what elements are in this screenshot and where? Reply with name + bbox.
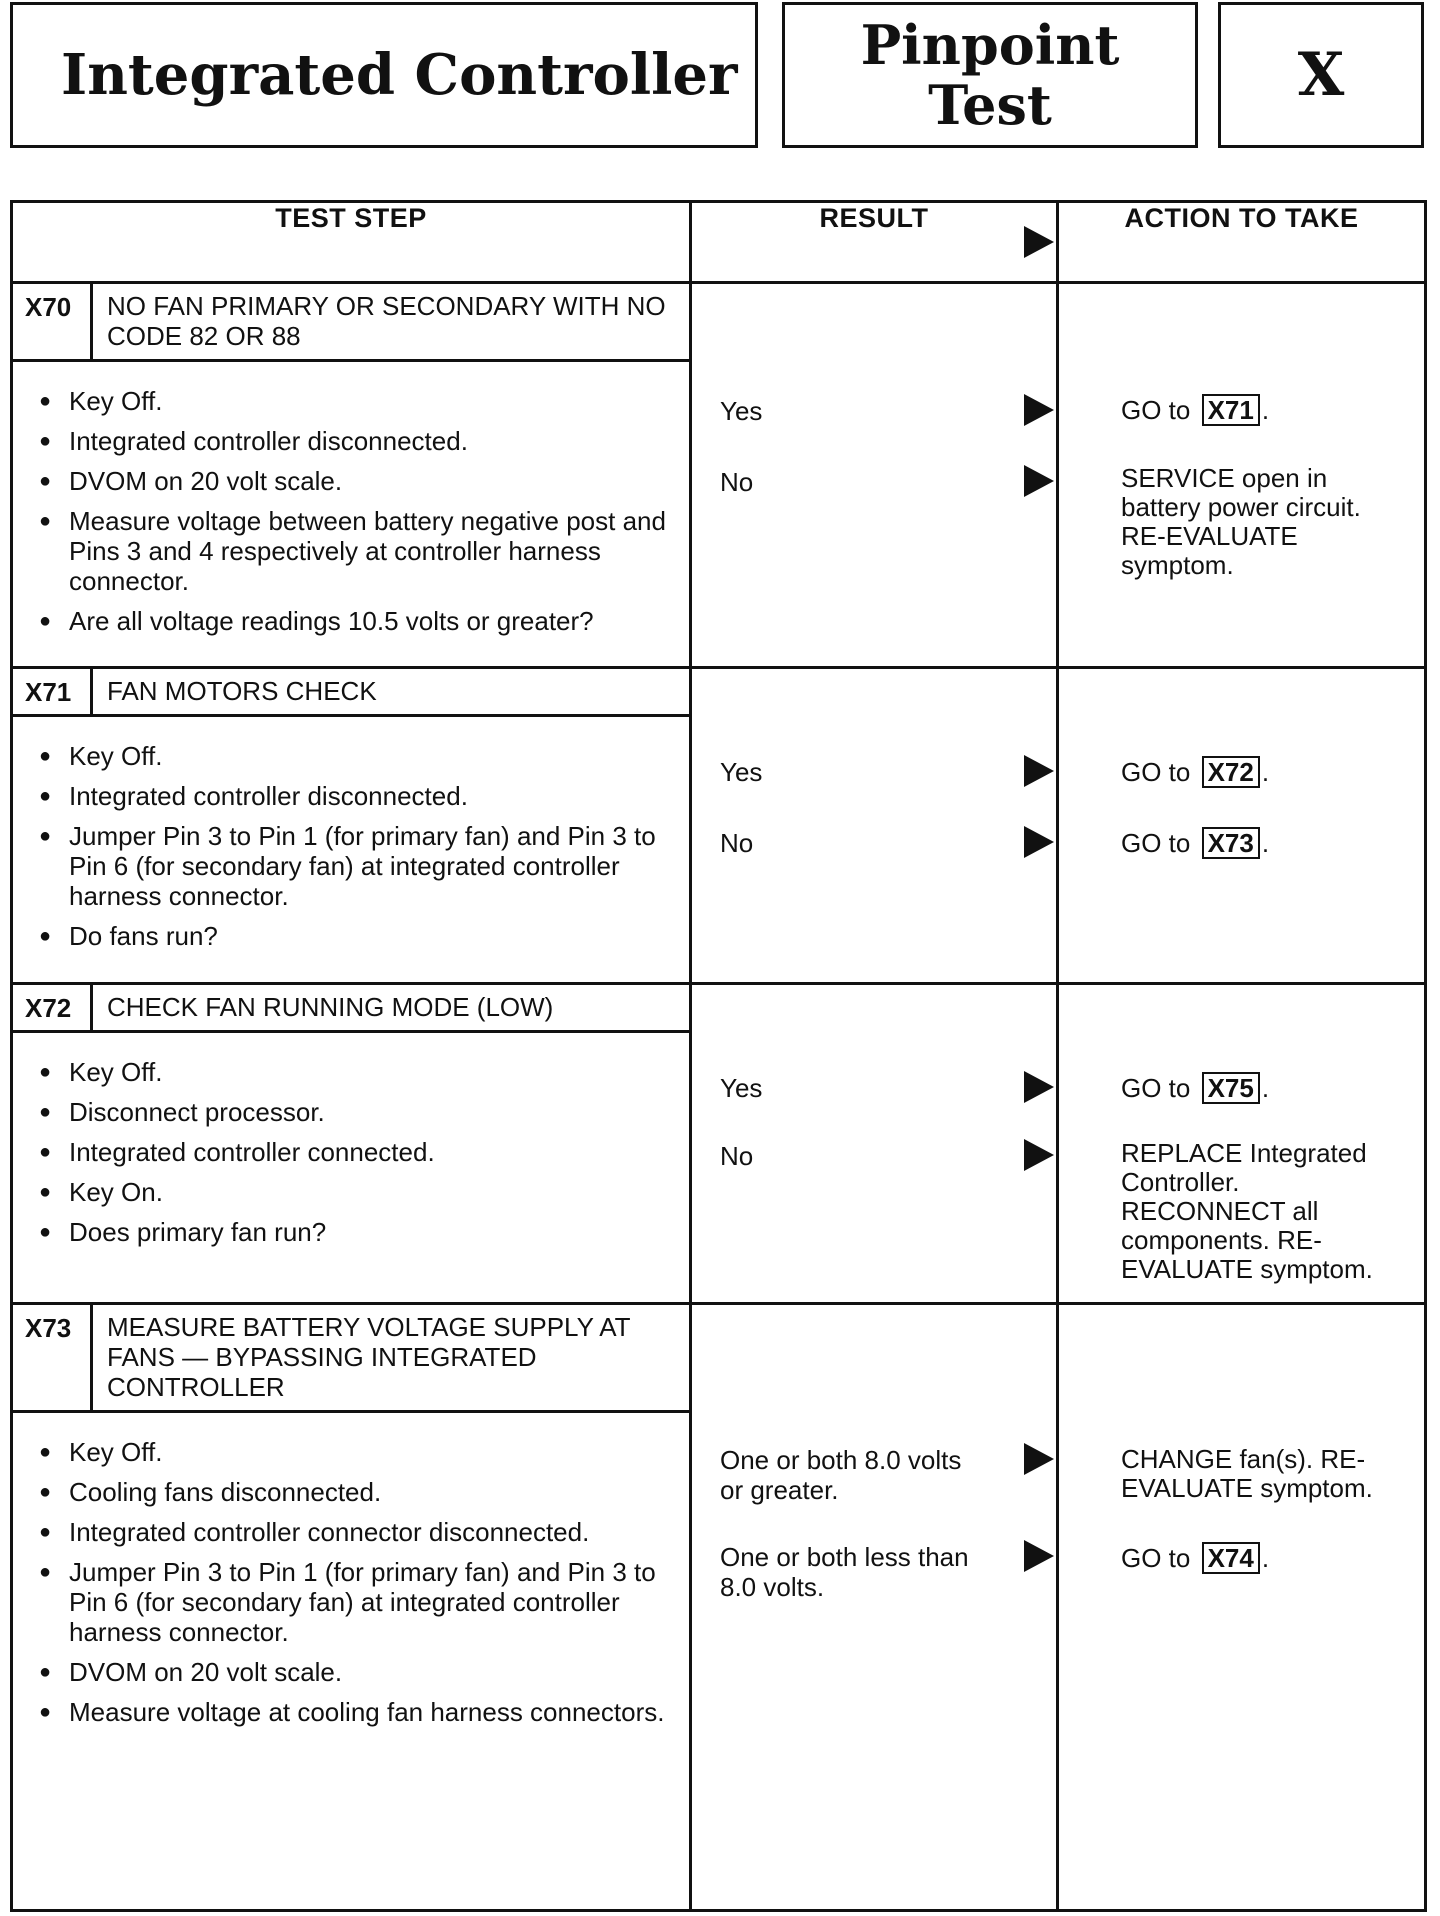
- action-item: [1121, 1072, 1410, 1104]
- action-text: SERVICE open in battery power circuit. RE-EVALUATE symptom.: [1121, 463, 1361, 580]
- step-bullet: ● Measure voltage at cooling fan harness connectors.: [39, 1697, 675, 1727]
- result-cell: [691, 283, 1058, 668]
- step-title-bar: [13, 1305, 689, 1413]
- result-text: One or both 8.0 volts or greater.: [720, 1445, 962, 1505]
- step-reference[interactable]: X73: [1202, 827, 1260, 859]
- result-item: [720, 1542, 1056, 1602]
- step-reference[interactable]: X72: [1202, 756, 1260, 788]
- test-step-row: [12, 283, 1426, 668]
- pinpoint-test-table: [10, 200, 1427, 1912]
- step-bullet: ● DVOM on 20 volt scale.: [39, 1657, 675, 1687]
- step-bullets: [13, 1413, 689, 1747]
- pinpoint-test-box: [782, 2, 1198, 148]
- step-bullet: ● Disconnect processor.: [39, 1097, 675, 1127]
- action-item: [1121, 1139, 1410, 1284]
- step-title: FAN MOTORS CHECK: [107, 676, 377, 706]
- arrow-right-icon: [1024, 465, 1054, 497]
- action-suffix: .: [1261, 828, 1270, 858]
- table-header-row: [12, 202, 1426, 283]
- action-suffix: .: [1261, 1543, 1270, 1573]
- action-suffix: .: [1261, 395, 1270, 425]
- result-item: [720, 828, 1056, 858]
- step-bullets: [13, 717, 689, 971]
- test-step-cell: [12, 668, 691, 984]
- action-item: [1121, 827, 1410, 859]
- result-item: [720, 1073, 1056, 1103]
- arrow-right-icon: [1024, 826, 1054, 858]
- step-bullet: ● Measure voltage between battery negative post and Pins 3 and 4 respectively at controller harness connector.: [39, 506, 675, 596]
- step-bullet: ● Jumper Pin 3 to Pin 1 (for primary fan) and Pin 3 to Pin 6 (for secondary fan) at integrated controller harness connector.: [39, 821, 675, 911]
- document-title-box: [10, 2, 758, 148]
- step-title-bar: [13, 284, 689, 362]
- step-bullet: ● Jumper Pin 3 to Pin 1 (for primary fan) and Pin 3 to Pin 6 (for secondary fan) at integrated controller harness connector.: [39, 1557, 675, 1647]
- action-suffix: .: [1261, 1073, 1270, 1103]
- step-bullet: ● Does primary fan run?: [39, 1217, 675, 1247]
- result-item: [720, 1445, 1056, 1505]
- action-cell: [1058, 283, 1426, 668]
- action-text: REPLACE Integrated Controller. RECONNECT all components. RE-EVALUATE symptom.: [1121, 1138, 1373, 1284]
- result-text: Yes: [720, 757, 763, 787]
- result-text: Yes: [720, 396, 763, 426]
- action-text: GO to: [1121, 395, 1191, 425]
- step-reference[interactable]: X74: [1202, 1542, 1260, 1574]
- step-bullet: ● Do fans run?: [39, 921, 675, 951]
- test-label: Test: [928, 73, 1052, 137]
- action-item: [1121, 394, 1410, 426]
- result-header-label: RESULT: [819, 203, 929, 233]
- test-step-row: [12, 984, 1426, 1304]
- action-suffix: .: [1261, 757, 1270, 787]
- test-letter: X: [1297, 40, 1345, 110]
- arrow-right-icon: [1024, 1540, 1054, 1572]
- step-bullet: ● Integrated controller connector disconnected.: [39, 1517, 675, 1547]
- step-bullets: [13, 1033, 689, 1267]
- result-cell: [691, 668, 1058, 984]
- arrow-right-icon: [1024, 394, 1054, 426]
- result-item: [720, 757, 1056, 787]
- result-text: One or both less than 8.0 volts.: [720, 1542, 969, 1602]
- step-bullet: ● Key Off.: [39, 1437, 675, 1467]
- arrow-right-icon: [1024, 1139, 1054, 1171]
- test-step-cell: [12, 283, 691, 668]
- step-id: X70: [13, 284, 93, 359]
- step-id: X71: [13, 669, 93, 714]
- test-letter-box: [1218, 2, 1424, 148]
- step-bullet: ● Integrated controller disconnected.: [39, 781, 675, 811]
- test-step-row: [12, 668, 1426, 984]
- action-text: GO to: [1121, 757, 1191, 787]
- step-title: CHECK FAN RUNNING MODE (LOW): [107, 992, 554, 1022]
- action-cell: [1058, 1304, 1426, 1911]
- result-item: [720, 1141, 1056, 1171]
- step-reference[interactable]: X75: [1202, 1072, 1260, 1104]
- arrow-right-icon: [1024, 1443, 1054, 1475]
- step-bullet: ● Are all voltage readings 10.5 volts or greater?: [39, 606, 675, 636]
- arrow-right-icon: [1024, 1071, 1054, 1103]
- step-bullet: ● Key Off.: [39, 386, 675, 416]
- action-item: [1121, 1445, 1410, 1503]
- pinpoint-label: Pinpoint: [860, 13, 1120, 77]
- result-cell: [691, 984, 1058, 1304]
- step-id: X73: [13, 1305, 93, 1410]
- step-title: MEASURE BATTERY VOLTAGE SUPPLY AT FANS — BYPASSING INTEGRATED CONTROLLER: [107, 1312, 631, 1402]
- step-reference[interactable]: X71: [1202, 394, 1260, 426]
- result-text: Yes: [720, 1073, 763, 1103]
- step-bullet: ● Key Off.: [39, 741, 675, 771]
- result-text: No: [720, 467, 754, 497]
- action-text: GO to: [1121, 828, 1191, 858]
- result-item: [720, 467, 1056, 497]
- arrow-right-icon: [1024, 226, 1054, 258]
- test-step-row: [12, 1304, 1426, 1911]
- step-bullets: [13, 362, 689, 656]
- result-text: No: [720, 828, 754, 858]
- step-title: NO FAN PRIMARY OR SECONDARY WITH NO CODE 82 OR 88: [107, 291, 666, 351]
- result-cell: [691, 1304, 1058, 1911]
- document-title: Integrated Controller: [61, 42, 738, 108]
- step-bullet: ● Key Off.: [39, 1057, 675, 1087]
- action-item: [1121, 1542, 1410, 1574]
- action-text: CHANGE fan(s). RE-EVALUATE symptom.: [1121, 1444, 1373, 1503]
- step-bullet: ● Integrated controller disconnected.: [39, 426, 675, 456]
- test-step-cell: [12, 984, 691, 1304]
- step-bullet: ● Integrated controller connected.: [39, 1137, 675, 1167]
- step-bullet: ● Key On.: [39, 1177, 675, 1207]
- action-cell: [1058, 984, 1426, 1304]
- step-id: X72: [13, 985, 93, 1030]
- test-step-cell: [12, 1304, 691, 1911]
- result-item: [720, 396, 1056, 426]
- action-item: [1121, 464, 1410, 580]
- step-title-bar: [13, 985, 689, 1033]
- result-header: [691, 202, 1058, 283]
- arrow-right-icon: [1024, 755, 1054, 787]
- step-bullet: ● Cooling fans disconnected.: [39, 1477, 675, 1507]
- step-bullet: ● DVOM on 20 volt scale.: [39, 466, 675, 496]
- step-title-bar: [13, 669, 689, 717]
- action-text: GO to: [1121, 1073, 1191, 1103]
- result-text: No: [720, 1141, 754, 1171]
- action-text: GO to: [1121, 1543, 1191, 1573]
- action-header: ACTION TO TAKE: [1058, 202, 1426, 283]
- test-step-header: TEST STEP: [12, 202, 691, 283]
- action-cell: [1058, 668, 1426, 984]
- action-item: [1121, 756, 1410, 788]
